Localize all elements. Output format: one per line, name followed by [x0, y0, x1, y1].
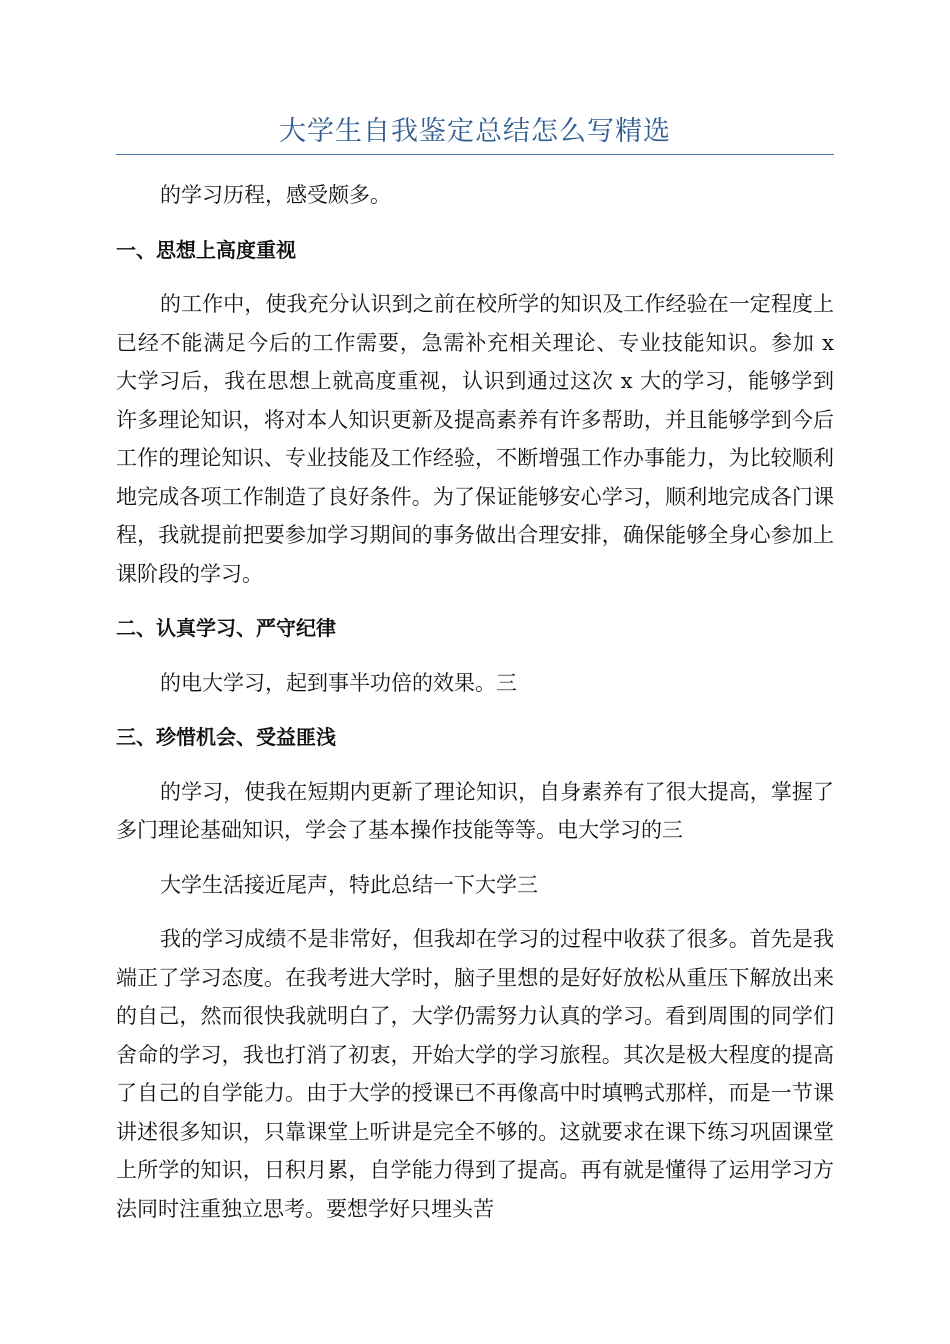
- paragraph-study-reflection: 我的学习成绩不是非常好，但我却在学习的过程中收获了很多。首先是我端正了学习态度。在我考进大学时，脑子里想的是好好放松从重压下解放出来的自己，然而很快我就明白了，大学仍需努力认真的学习。看到周围的同学们舍命的学习，我也打消了初衷，开始大学的学习旅程。其次是极大程度的提高了自己的自学能力。由于大学的授课已不再像高中时填鸭式那样，而是一节课讲述很多知识，只靠课堂上听讲是完全不够的。这就要求在课下练习巩固课堂上所学的知识，日积月累，自学能力得到了提高。再有就是懂得了运用学习方法同时注重独立思考。要想学好只埋头苦: [116, 927, 834, 1221]
- paragraph-section-3: 的学习，使我在短期内更新了理论知识，自身素养有了很大提高，掌握了多门理论基础知识，学会了基本操作技能等等。电大学习的三: [116, 779, 834, 842]
- paragraph-section-1: 的工作中，使我充分认识到之前在校所学的知识及工作经验在一定程度上已经不能满足今后的工作需要，急需补充相关理论、专业技能知识。参加 x 大学习后，我在思想上就高度重视，认识到通过这次 x 大的学习，能够学到许多理论知识，将对本人知识更新及提高素养有许多帮助，并且能够学到今后工作的理论知识、专业技能及工作经验，不断增强工作办事能力，为比较顺利地完成各项工作制造了良好条件。为了保证能够安心学习，顺利地完成各门课程，我就提前把要参加学习期间的事务做出合理安排，确保能够全身心参加上课阶段的学习。: [116, 292, 834, 586]
- document-body: [116, 176, 834, 1228]
- document-title: 大学生自我鉴定总结怎么写精选: [279, 116, 671, 147]
- section-heading-2: 二、认真学习、严守纪律: [116, 616, 336, 640]
- paragraph-intro: 的学习历程，感受颇多。: [160, 183, 391, 207]
- paragraph-section-2: 的电大学习，起到事半功倍的效果。三: [160, 670, 517, 695]
- section-heading-1: 一、思想上高度重视: [116, 237, 296, 262]
- paragraph-summary-intro: 大学生活接近尾声，特此总结一下大学三: [160, 872, 538, 897]
- title-underline: [116, 154, 834, 155]
- section-heading-3: 三、珍惜机会、受益匪浅: [116, 725, 336, 749]
